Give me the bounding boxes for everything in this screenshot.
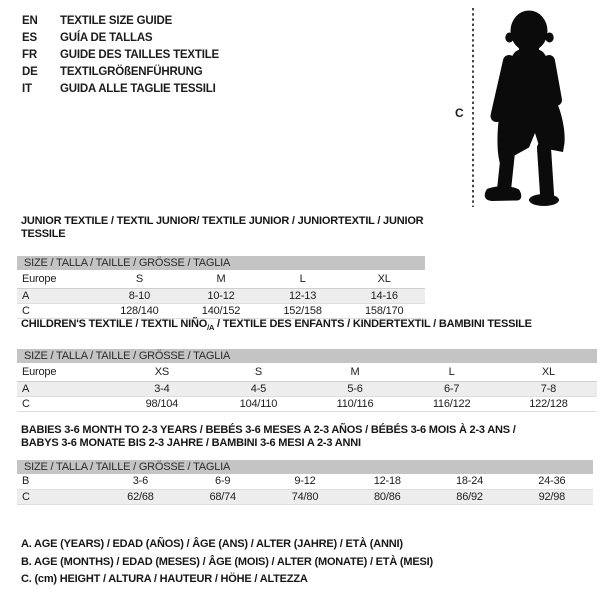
table-row bbox=[17, 474, 593, 489]
height-cell: 152/158 bbox=[283, 304, 322, 317]
language-code: ES bbox=[22, 32, 37, 44]
language-title: GUIDE DES TAILLES TEXTILE bbox=[60, 49, 219, 61]
language-code: DE bbox=[22, 66, 38, 78]
row-label: A bbox=[17, 381, 114, 396]
language-row-es bbox=[22, 30, 219, 47]
junior-table-title: JUNIOR TEXTILE / TEXTIL JUNIOR/ TEXTILE JUNIOR / JUNIORTEXTIL / JUNIOR TESSILE bbox=[21, 215, 424, 240]
language-row-en bbox=[22, 13, 219, 30]
age-cell: 8-10 bbox=[99, 288, 181, 303]
height-cell: 140/152 bbox=[201, 304, 241, 317]
legend-line-a: A. AGE (YEARS) / EDAD (AÑOS) / ÂGE (ANS) / ALTER (JAHRE) / ETÀ (ANNI) bbox=[21, 538, 403, 550]
height-cell: 62/68 bbox=[99, 489, 181, 504]
row-label: Europe bbox=[22, 365, 57, 378]
language-title: GUÍA DE TALLAS bbox=[60, 32, 153, 44]
height-cell: 86/92 bbox=[428, 489, 510, 504]
age-cell: 12-13 bbox=[262, 288, 344, 303]
age-cell: 3-6 bbox=[132, 475, 149, 488]
language-code: EN bbox=[22, 15, 38, 27]
children-size-table bbox=[17, 349, 597, 412]
height-cell: 122/128 bbox=[529, 397, 568, 410]
junior-size-table bbox=[17, 256, 425, 319]
height-cell: 104/110 bbox=[239, 397, 278, 410]
height-cell: 80/86 bbox=[346, 489, 428, 504]
size-header-bar bbox=[17, 349, 597, 363]
size-cell: M bbox=[350, 365, 360, 378]
size-cell: S bbox=[135, 272, 143, 285]
height-cell: 98/104 bbox=[145, 397, 179, 410]
size-cell: M bbox=[216, 272, 226, 285]
title-line-1: BABIES 3-6 MONTH TO 2-3 YEARS / BEBÉS 3-6 MESES A 2-3 AÑOS / BÉBÉS 3-6 MOIS À 2-3 ANS / bbox=[21, 424, 516, 436]
children-table-title bbox=[17, 318, 597, 334]
language-row-it bbox=[22, 81, 219, 98]
row-label: A bbox=[17, 288, 99, 303]
baby-figure bbox=[440, 0, 600, 214]
title-line-2: BABYS 3-6 MONATE BIS 2-3 JAHRE / BAMBINI 3-6 MESI A 2-3 ANNI bbox=[21, 437, 361, 449]
age-cell: 18-24 bbox=[455, 475, 484, 488]
age-cell: 4-5 bbox=[210, 381, 307, 396]
babies-size-table bbox=[17, 460, 593, 505]
size-cell: S bbox=[254, 365, 263, 378]
legend-line-c: C. (cm) HEIGHT / ALTURA / HAUTEUR / HÖHE / ALTEZZA bbox=[21, 573, 308, 585]
age-cell: 6-9 bbox=[215, 475, 231, 488]
title-text: / TEXTILE DES ENFANTS / KINDERTEXTIL / BAMBINI TESSILE bbox=[214, 318, 532, 330]
age-cell: 14-16 bbox=[343, 288, 425, 303]
language-code: FR bbox=[22, 49, 37, 61]
row-label: C bbox=[22, 397, 30, 410]
size-cell: XL bbox=[377, 272, 391, 285]
table-row bbox=[17, 489, 593, 504]
table-row bbox=[17, 303, 425, 318]
title-subscript: /A bbox=[207, 323, 215, 333]
size-cell: L bbox=[299, 272, 306, 285]
language-row-de bbox=[22, 64, 219, 81]
height-cell: 74/80 bbox=[264, 489, 346, 504]
measurement-legend bbox=[21, 536, 433, 589]
height-cell: 68/74 bbox=[182, 489, 264, 504]
height-cell: 128/140 bbox=[120, 304, 159, 317]
language-title: GUIDA ALLE TAGLIE TESSILI bbox=[60, 83, 216, 95]
age-cell: 10-12 bbox=[180, 288, 262, 303]
table-row bbox=[17, 396, 597, 411]
row-label: C bbox=[22, 304, 30, 317]
age-cell: 9-12 bbox=[294, 475, 316, 488]
row-label: C bbox=[17, 489, 99, 504]
age-cell: 24-36 bbox=[538, 475, 566, 488]
title-text: CHILDREN'S TEXTILE / TEXTIL NIÑO bbox=[21, 318, 208, 330]
language-code: IT bbox=[22, 83, 32, 95]
babies-textile-section bbox=[17, 424, 593, 505]
row-label: Europe bbox=[22, 272, 57, 285]
age-cell: 3-4 bbox=[114, 381, 211, 396]
language-row-fr bbox=[22, 47, 219, 64]
row-label: B bbox=[22, 475, 30, 488]
height-cell: 110/116 bbox=[336, 397, 374, 410]
size-header-label: SIZE / TALLA / TAILLE / GRÖSSE / TAGLIA bbox=[17, 460, 593, 474]
junior-textile-section bbox=[17, 215, 425, 319]
baby-silhouette-icon bbox=[440, 0, 600, 214]
age-cell: 7-8 bbox=[500, 381, 597, 396]
language-title: TEXTILGRÖßENFÜHRUNG bbox=[60, 66, 203, 78]
height-cell: 116/122 bbox=[432, 397, 471, 410]
figure-height-label: C bbox=[455, 106, 464, 120]
age-cell: 12-18 bbox=[373, 475, 401, 488]
legend-line-b: B. AGE (MONTHS) / EDAD (MESES) / ÂGE (MOIS) / ALTER (MONATE) / ETÀ (MESI) bbox=[21, 555, 433, 568]
language-title-list bbox=[22, 13, 219, 98]
size-cell: XS bbox=[154, 365, 169, 378]
size-header-bar bbox=[17, 460, 593, 474]
height-cell: 158/170 bbox=[365, 304, 404, 317]
babies-table-title bbox=[17, 424, 593, 450]
size-cell: XL bbox=[541, 365, 555, 378]
children-textile-section bbox=[17, 318, 597, 412]
table-row bbox=[17, 270, 425, 288]
size-header-label: SIZE / TALLA / TAILLE / GRÖSSE / TAGLIA bbox=[17, 349, 597, 363]
age-cell: 6-7 bbox=[403, 381, 500, 396]
size-header-bar bbox=[17, 256, 425, 270]
height-cell: 92/98 bbox=[511, 489, 593, 504]
size-cell: L bbox=[448, 365, 455, 378]
table-row bbox=[17, 381, 597, 396]
table-row bbox=[17, 363, 597, 381]
size-header-label: SIZE / TALLA / TAILLE / GRÖSSE / TAGLIA bbox=[17, 256, 425, 270]
table-row bbox=[17, 288, 425, 303]
language-title: TEXTILE SIZE GUIDE bbox=[60, 15, 173, 27]
age-cell: 5-6 bbox=[307, 381, 404, 396]
